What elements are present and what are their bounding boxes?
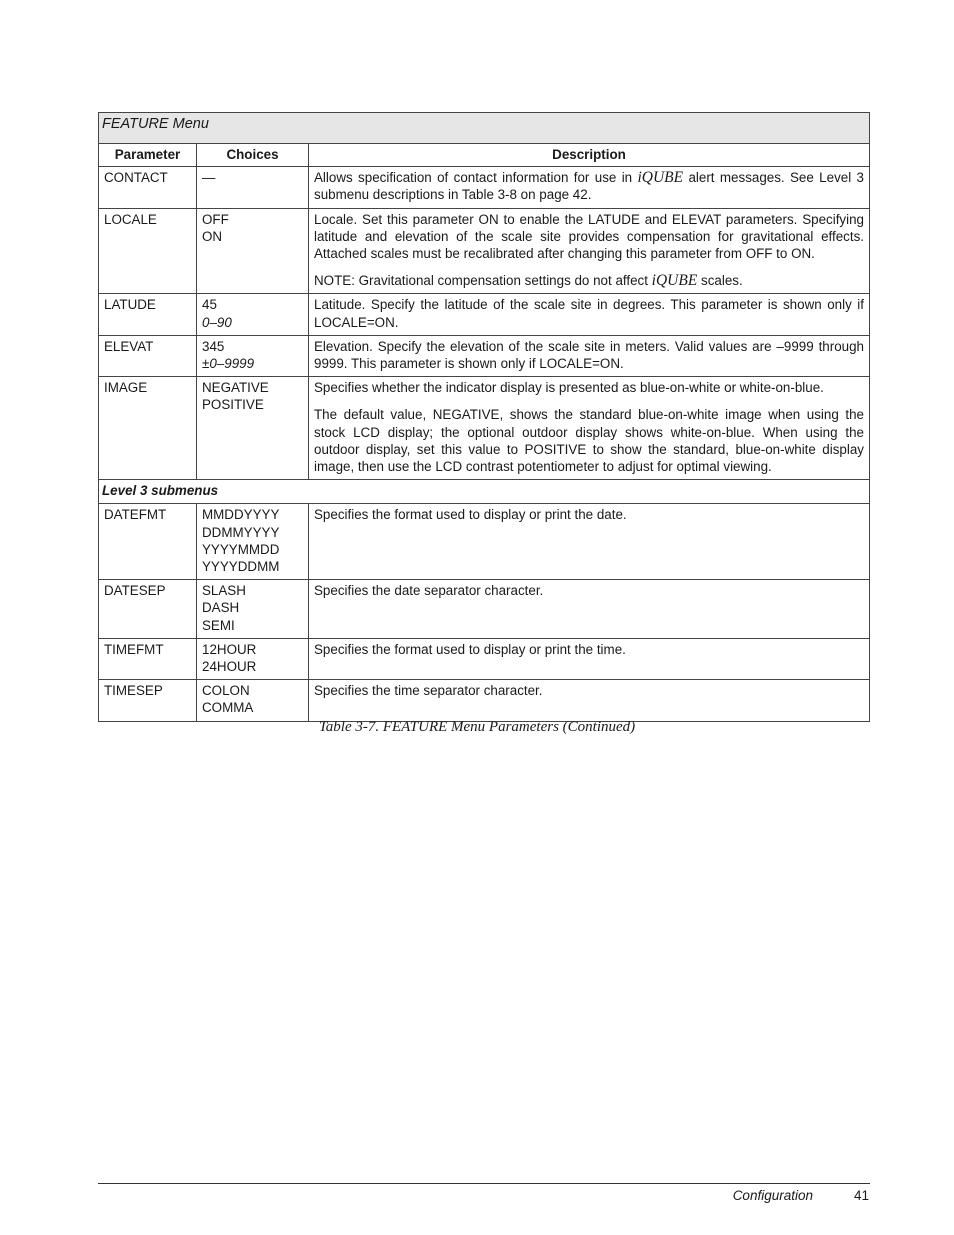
parameter-cell: DATEFMT [99, 504, 197, 580]
choices-cell [197, 167, 309, 208]
choice-value: — [202, 170, 216, 186]
table-row [99, 377, 870, 480]
description-paragraph: Locale. Set this parameter ON to enable the LATUDE and ELEVAT parameters. Specifying latitude and elevation of the scale site provides compensation for gravitational effects. Attached scales must be recalibrated after changing this parameter from OFF to ON. [314, 211, 864, 262]
parameter-cell: LOCALE [99, 208, 197, 294]
header-description: Description [309, 144, 870, 167]
choice-value: SEMI [202, 617, 235, 633]
table-row [99, 208, 870, 294]
choices-cell [197, 335, 309, 376]
feature-menu-table-body [99, 113, 870, 722]
header-parameter: Parameter [99, 144, 197, 167]
choice-value: 12HOUR [202, 641, 257, 657]
section-label: Level 3 submenus [99, 480, 870, 504]
choices-cell [197, 377, 309, 480]
table-header-row [99, 144, 870, 167]
description-cell [309, 377, 870, 480]
parameter-cell: DATESEP [99, 580, 197, 639]
table-row [99, 680, 870, 721]
description-paragraph: Specifies the format used to display or print the date. [314, 507, 627, 523]
footer-section-name: Configuration [732, 1188, 813, 1203]
description-paragraph: Latitude. Specify the latitude of the scale site in degrees. This parameter is shown only if LOCALE=ON. [314, 297, 864, 330]
choice-value: YYYYDDMM [202, 559, 280, 575]
description-text: NOTE: Gravitational compensation settings do not affect [314, 273, 652, 289]
description-text: scales. [697, 273, 743, 289]
table-row [99, 294, 870, 335]
description-paragraph: Specifies the date separator character. [314, 583, 544, 599]
footer-page-number: 41 [853, 1188, 869, 1203]
description-cell [309, 580, 870, 639]
choice-value: 345 [202, 338, 225, 354]
choices-cell [197, 680, 309, 721]
table-title-row [99, 113, 870, 144]
table-row [99, 580, 870, 639]
parameter-cell: LATUDE [99, 294, 197, 335]
choice-value: SLASH [202, 583, 246, 599]
choice-value: DDMMYYYY [202, 524, 280, 540]
choice-value: NEGATIVE [202, 380, 269, 396]
choice-value: COMMA [202, 700, 254, 716]
choice-value: COLON [202, 683, 250, 699]
description-paragraph: Elevation. Specify the elevation of the scale site in meters. Valid values are –9999 through 9999. This parameter is shown only if LOCALE=ON. [314, 338, 864, 372]
feature-menu-table [98, 112, 870, 722]
header-choices: Choices [197, 144, 309, 167]
description-cell [309, 167, 870, 208]
choice-value: OFF [202, 211, 229, 227]
choice-range: 0–90 [202, 314, 232, 330]
parameter-cell: ELEVAT [99, 335, 197, 376]
choice-value: DASH [202, 600, 240, 616]
choices-cell [197, 208, 309, 294]
description-cell [309, 680, 870, 721]
table-row [99, 504, 870, 580]
description-cell [309, 638, 870, 679]
description-paragraph: Specifies the time separator character. [314, 683, 543, 699]
description-cell [309, 294, 870, 335]
description-cell [309, 504, 870, 580]
description-paragraph: Specifies whether the indicator display is presented as blue-on-white or white-on-blue. [314, 380, 824, 396]
choice-value: ON [202, 228, 223, 244]
product-name: iQUBE [637, 169, 684, 187]
choices-cell [197, 580, 309, 639]
description-cell [309, 335, 870, 376]
section-row [99, 480, 870, 504]
description-paragraph: The default value, NEGATIVE, shows the standard blue-on-white image when using the stock LCD display; the optional outdoor display shows white-on-blue. When using the outdoor display, set this value to POSITIVE to show the standard, blue-on-white display image, then use the LCD contrast potentiometer to adjust for optimal viewing. [314, 407, 864, 475]
product-name: iQUBE [651, 272, 698, 290]
description-text: Allows specification of contact information for use in [314, 170, 638, 186]
parameter-cell: CONTACT [99, 167, 197, 208]
table-title: FEATURE Menu [99, 113, 870, 144]
parameter-cell: IMAGE [99, 377, 197, 480]
table-row [99, 638, 870, 679]
table-caption: Table 3-7. FEATURE Menu Parameters (Continued) [318, 719, 636, 735]
choice-value: 24HOUR [202, 659, 257, 675]
description-text: alert messages. See Level 3 submenu descriptions in Table 3-8 on page 42. [314, 170, 865, 203]
choices-cell [197, 638, 309, 679]
choice-value: MMDDYYYY [202, 507, 280, 523]
footer-divider [98, 1183, 870, 1184]
table-row [99, 335, 870, 376]
description-paragraph [314, 169, 864, 203]
parameter-cell: TIMEFMT [99, 638, 197, 679]
choice-value: 45 [202, 297, 217, 313]
choice-value: POSITIVE [202, 397, 264, 413]
choices-cell [197, 294, 309, 335]
choice-range: ±0–9999 [202, 356, 255, 372]
table-row [99, 167, 870, 208]
choice-value: YYYYMMDD [202, 541, 280, 557]
description-paragraph [314, 272, 864, 289]
description-paragraph: Specifies the format used to display or print the time. [314, 641, 626, 657]
description-cell [309, 208, 870, 294]
parameter-cell: TIMESEP [99, 680, 197, 721]
choices-cell [197, 504, 309, 580]
